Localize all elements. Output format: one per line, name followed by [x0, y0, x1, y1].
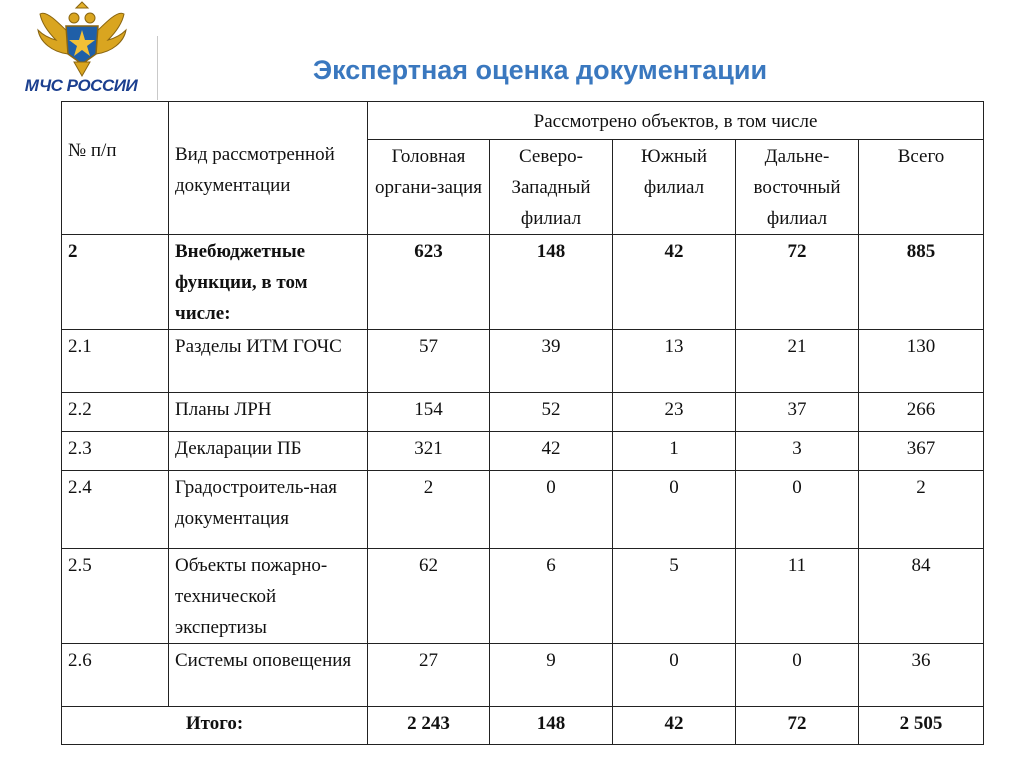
sub-header-northwest: Северо-Западный филиал	[490, 140, 613, 235]
row-value: 36	[859, 644, 984, 707]
total-value: 148	[490, 707, 613, 745]
row-value: 27	[368, 644, 490, 707]
row-value: 52	[490, 393, 613, 432]
table-row	[62, 549, 984, 644]
row-value: 72	[736, 235, 859, 330]
total-value: 2 243	[368, 707, 490, 745]
row-name: Декларации ПБ	[169, 432, 368, 471]
row-value: 11	[736, 549, 859, 644]
col-num-header: № п/п	[62, 102, 169, 235]
col-type-header: Вид рассмотренной документации	[169, 102, 368, 235]
group-header: Рассмотрено объектов, в том числе	[368, 102, 984, 140]
row-value: 2	[859, 471, 984, 549]
total-value: 72	[736, 707, 859, 745]
row-value: 885	[859, 235, 984, 330]
row-name: Внебюджетные функции, в том числе:	[169, 235, 368, 330]
row-value: 13	[613, 330, 736, 393]
row-num: 2.1	[62, 330, 169, 393]
row-value: 0	[613, 644, 736, 707]
row-value: 21	[736, 330, 859, 393]
row-num: 2.5	[62, 549, 169, 644]
row-value: 0	[736, 471, 859, 549]
emercom-logo	[6, 0, 156, 100]
total-value: 42	[613, 707, 736, 745]
logo-text: МЧС РОССИИ	[24, 76, 138, 95]
table-row	[62, 471, 984, 549]
row-num: 2.4	[62, 471, 169, 549]
row-value: 148	[490, 235, 613, 330]
row-value: 321	[368, 432, 490, 471]
sub-header-total: Всего	[859, 140, 984, 235]
total-row	[62, 707, 984, 745]
row-value: 2	[368, 471, 490, 549]
header-row	[62, 102, 984, 140]
row-value: 23	[613, 393, 736, 432]
table-row	[62, 432, 984, 471]
table-row	[62, 330, 984, 393]
row-value: 266	[859, 393, 984, 432]
row-name: Планы ЛРН	[169, 393, 368, 432]
sub-header-south: Южный филиал	[613, 140, 736, 235]
table-row	[62, 644, 984, 707]
row-value: 39	[490, 330, 613, 393]
row-num: 2	[62, 235, 169, 330]
row-name: Разделы ИТМ ГОЧС	[169, 330, 368, 393]
row-value: 0	[613, 471, 736, 549]
row-name: Градостроитель-ная документация	[169, 471, 368, 549]
total-value: 2 505	[859, 707, 984, 745]
total-label: Итого:	[62, 707, 368, 745]
row-num: 2.3	[62, 432, 169, 471]
row-num: 2.2	[62, 393, 169, 432]
header-divider	[157, 36, 158, 100]
sub-header-head-org: Головная органи-зация	[368, 140, 490, 235]
row-value: 9	[490, 644, 613, 707]
row-value: 62	[368, 549, 490, 644]
row-value: 154	[368, 393, 490, 432]
table-row	[62, 235, 984, 330]
row-name: Системы оповещения	[169, 644, 368, 707]
row-value: 37	[736, 393, 859, 432]
row-value: 367	[859, 432, 984, 471]
row-value: 0	[736, 644, 859, 707]
row-value: 0	[490, 471, 613, 549]
row-value: 623	[368, 235, 490, 330]
page-title: Экспертная оценка документации	[312, 55, 768, 85]
row-value: 6	[490, 549, 613, 644]
sub-header-fareast: Дальне-восточный филиал	[736, 140, 859, 235]
row-value: 42	[613, 235, 736, 330]
eagle-emblem-icon	[6, 0, 156, 80]
row-name: Объекты пожарно-технической экспертизы	[169, 549, 368, 644]
row-value: 1	[613, 432, 736, 471]
row-num: 2.6	[62, 644, 169, 707]
row-value: 84	[859, 549, 984, 644]
row-value: 57	[368, 330, 490, 393]
row-value: 5	[613, 549, 736, 644]
row-value: 3	[736, 432, 859, 471]
row-value: 130	[859, 330, 984, 393]
documentation-table	[61, 101, 984, 745]
table-row	[62, 393, 984, 432]
row-value: 42	[490, 432, 613, 471]
